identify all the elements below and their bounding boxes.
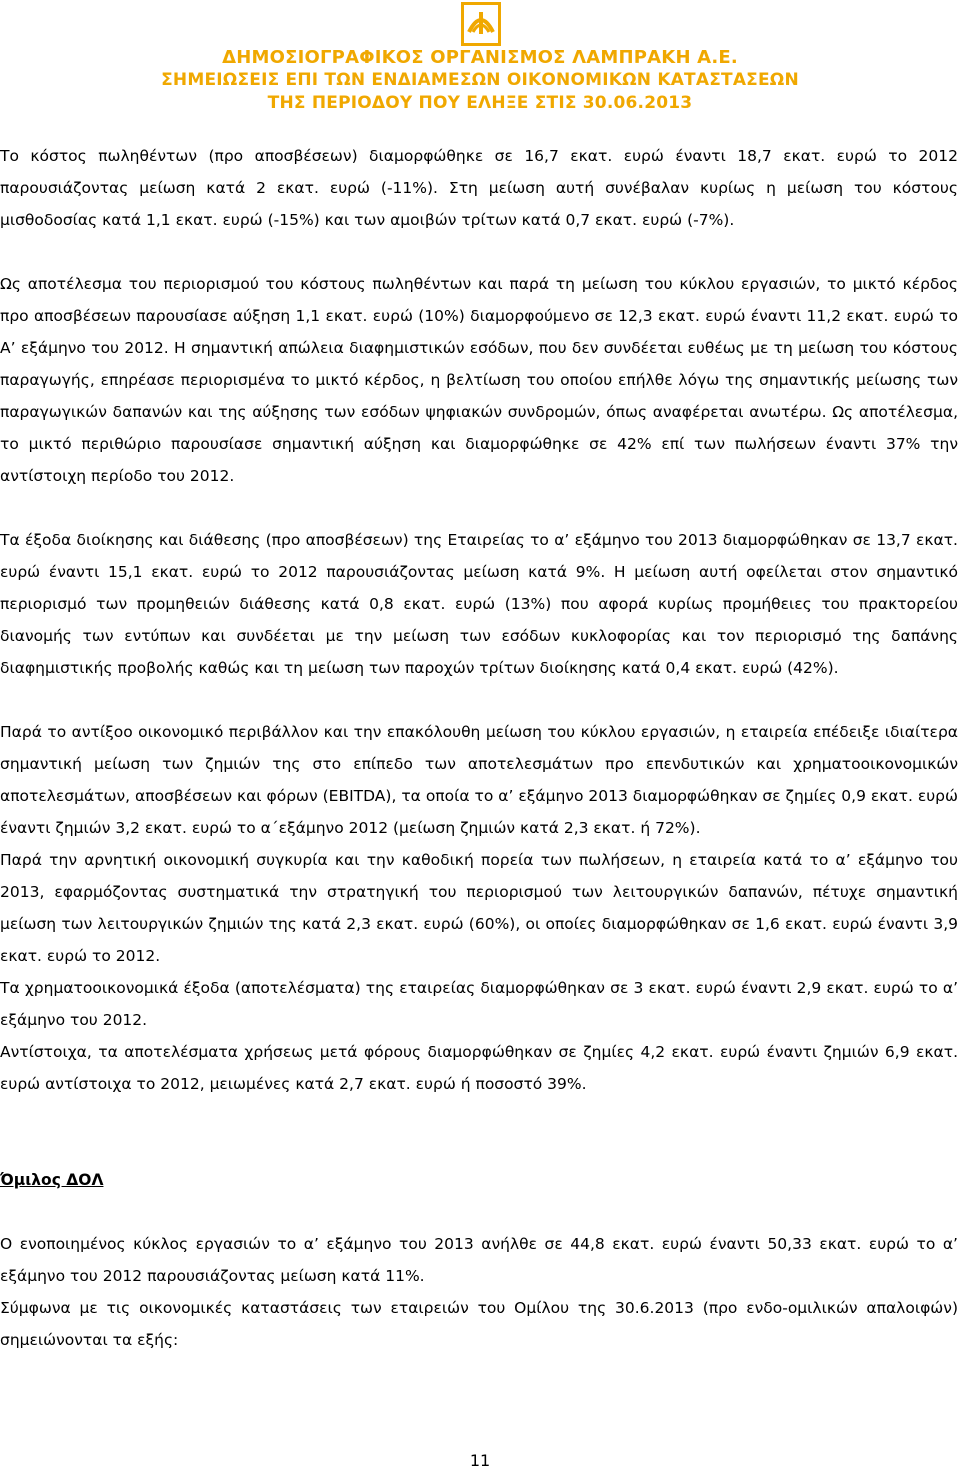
paragraph-cost-of-sales: Το κόστος πωληθέντων (προ αποσβέσεων) διαμορφώθηκε σε 16,7 εκατ. ευρώ έναντι 18,7 εκατ. ευρώ το 2012 παρουσιάζοντας μείωση κατά 2 εκατ. ευρώ (-11%). Στη μείωση αυτή συνέβαλαν κυρίως η μείωση του κόστους μισθοδοσίας κατά 1,1 εκατ. ευρώ (-15%) και των αμοιβών τρίτων κατά 0,7 εκατ. ευρώ (-7%).: [0, 147, 958, 229]
document-subtitle: ΣΗΜΕΙΩΣΕΙΣ ΕΠΙ ΤΩΝ ΕΝΔΙΑΜΕΣΩΝ ΟΙΚΟΝΟΜΙΚΩΝ ΚΑΤΑΣΤΑΣΕΩΝ: [161, 70, 799, 90]
paragraph-ebitda: Παρά το αντίξοο οικονομικό περιβάλλον και την επακόλουθη μείωση του κύκλου εργασιών, η εταιρεία επέδειξε ιδιαίτερα σημαντική μείωση των ζημιών της στο επίπεδο των αποτελεσμάτων προ επενδυτικών και χρηματοοικονομικών αποτελεσμάτων, αποσβέσεων και φόρων (EBITDA), τα οποία το α’ εξάμηνο 2013 διαμορφώθηκαν σε ζημίες 0,9 εκατ. ευρώ έναντι ζημιών 3,2 εκατ. ευρώ το α΄εξάμηνο 2012 (μείωση ζημιών κατά 2,3 εκατ. ή 72%).: [0, 723, 958, 837]
paragraph-admin-expenses: Τα έξοδα διοίκησης και διάθεσης (προ αποσβέσεων) της Εταιρείας το α’ εξάμηνο του 2013 διαμορφώθηκαν σε 13,7 εκατ. ευρώ έναντι 15,1 εκατ. ευρώ το 2012 παρουσιάζοντας μείωση κατά 9%. Η μείωση αυτή οφείλεται στον σημαντικό περιορισμό των προμηθειών διάθεσης κατά 0,8 εκατ. ευρώ (13%) που αφορά κυρίως προμήθειες του πρακτορείου διανομής των εντύπων και συνδέεται με την μείωση των εσόδων κυκλοφορίας και τον περιορισμό της δαπάνης διαφημιστικής προβολής καθώς και τη μείωση των παροχών τρίτων διοίκησης κατά 0,4 εκατ. ευρώ (42%).: [0, 531, 958, 677]
period-line: ΤΗΣ ΠΕΡΙΟΔΟΥ ΠΟΥ ΕΛΗΞΕ ΣΤΙΣ 30.06.2013: [267, 93, 693, 113]
paragraph-financial-expenses: Τα χρηματοοικονομικά έξοδα (αποτελέσματα) της εταιρείας διαμορφώθηκαν σε 3 εκατ. ευρώ έναντι 2,9 εκατ. ευρώ το α’ εξάμηνο του 2012.: [0, 979, 958, 1029]
paragraph-net-results: Αντίστοιχα, τα αποτελέσματα χρήσεως μετά φόρους διαμορφώθηκαν σε ζημίες 4,2 εκατ. ευρώ έναντι ζημιών 6,9 εκατ. ευρώ αντίστοιχα το 2012, μειωμένες κατά 2,7 εκατ. ευρώ ή ποσοστό 39%.: [0, 1043, 958, 1093]
section-title: Όμιλος ΔΟΛ: [0, 1171, 104, 1189]
page-number: 11: [469, 1451, 491, 1470]
dol-logo-icon: [461, 2, 501, 46]
paragraph-group-revenue: Ο ενοποιημένος κύκλος εργασιών το α’ εξάμηνο του 2013 ανήλθε σε 44,8 εκατ. ευρώ έναντι 50,33 εκατ. ευρώ το α’ εξάμηνο του 2012 παρουσιάζοντας μείωση κατά 11%.: [0, 1235, 958, 1285]
paragraph-gross-profit: Ως αποτέλεσμα του περιορισμού του κόστους πωληθέντων και παρά τη μείωση του κύκλου εργασιών, το μικτό κέρδος προ αποσβέσεων παρουσίασε αύξηση 1,1 εκατ. ευρώ (10%) διαμορφούμενο σε 12,3 εκατ. ευρώ έναντι 11,2 εκατ. ευρώ το Α’ εξάμηνο του 2012. Η σημαντική απώλεια διαφημιστικών εσόδων, που δεν συνδέεται ευθέως με τη μείωση του κόστους παραγωγής, επηρέασε περιορισμένα το μικτό κέρδος, η βελτίωση του οποίου επήλθε λόγω της σημαντικής μείωσης των παραγωγικών δαπανών και της αύξησης των εσόδων ψηφιακών συνδρομών, όπως αναφέρεται ανωτέρω. Ως αποτέλεσμα, το μικτό περιθώριο παρουσίασε σημαντική αύξηση και διαμορφώθηκε σε 42% επί των πωλήσεων έναντι 37% την αντίστοιχη περίοδο του 2012.: [0, 275, 958, 485]
document-body: [0, 140, 958, 1356]
paragraph-operating-losses: Παρά την αρνητική οικονομική συγκυρία και την καθοδική πορεία των πωλήσεων, η εταιρεία κατά το α’ εξάμηνο του 2013, εφαρμόζοντας συστηματικά την στρατηγική του περιορισμού των λειτουργικών δαπανών, πέτυχε σημαντική μείωση των λειτουργικών ζημιών της κατά 2,3 εκατ. ευρώ (60%), οι οποίες διαμορφώθηκαν σε 1,6 εκατ. ευρώ έναντι 3,9 εκατ. ευρώ το 2012.: [0, 851, 958, 965]
paragraph-group-notes: Σύμφωνα με τις οικονομικές καταστάσεις των εταιρειών του Ομίλου της 30.6.2013 (προ ενδο-ομιλικών απαλοιφών) σημειώνονται τα εξής:: [0, 1299, 958, 1349]
company-name: ΔΗΜΟΣΙΟΓΡΑΦΙΚΟΣ ΟΡΓΑΝΙΣΜΟΣ ΛΑΜΠΡΑΚΗ Α.Ε.: [222, 47, 738, 68]
